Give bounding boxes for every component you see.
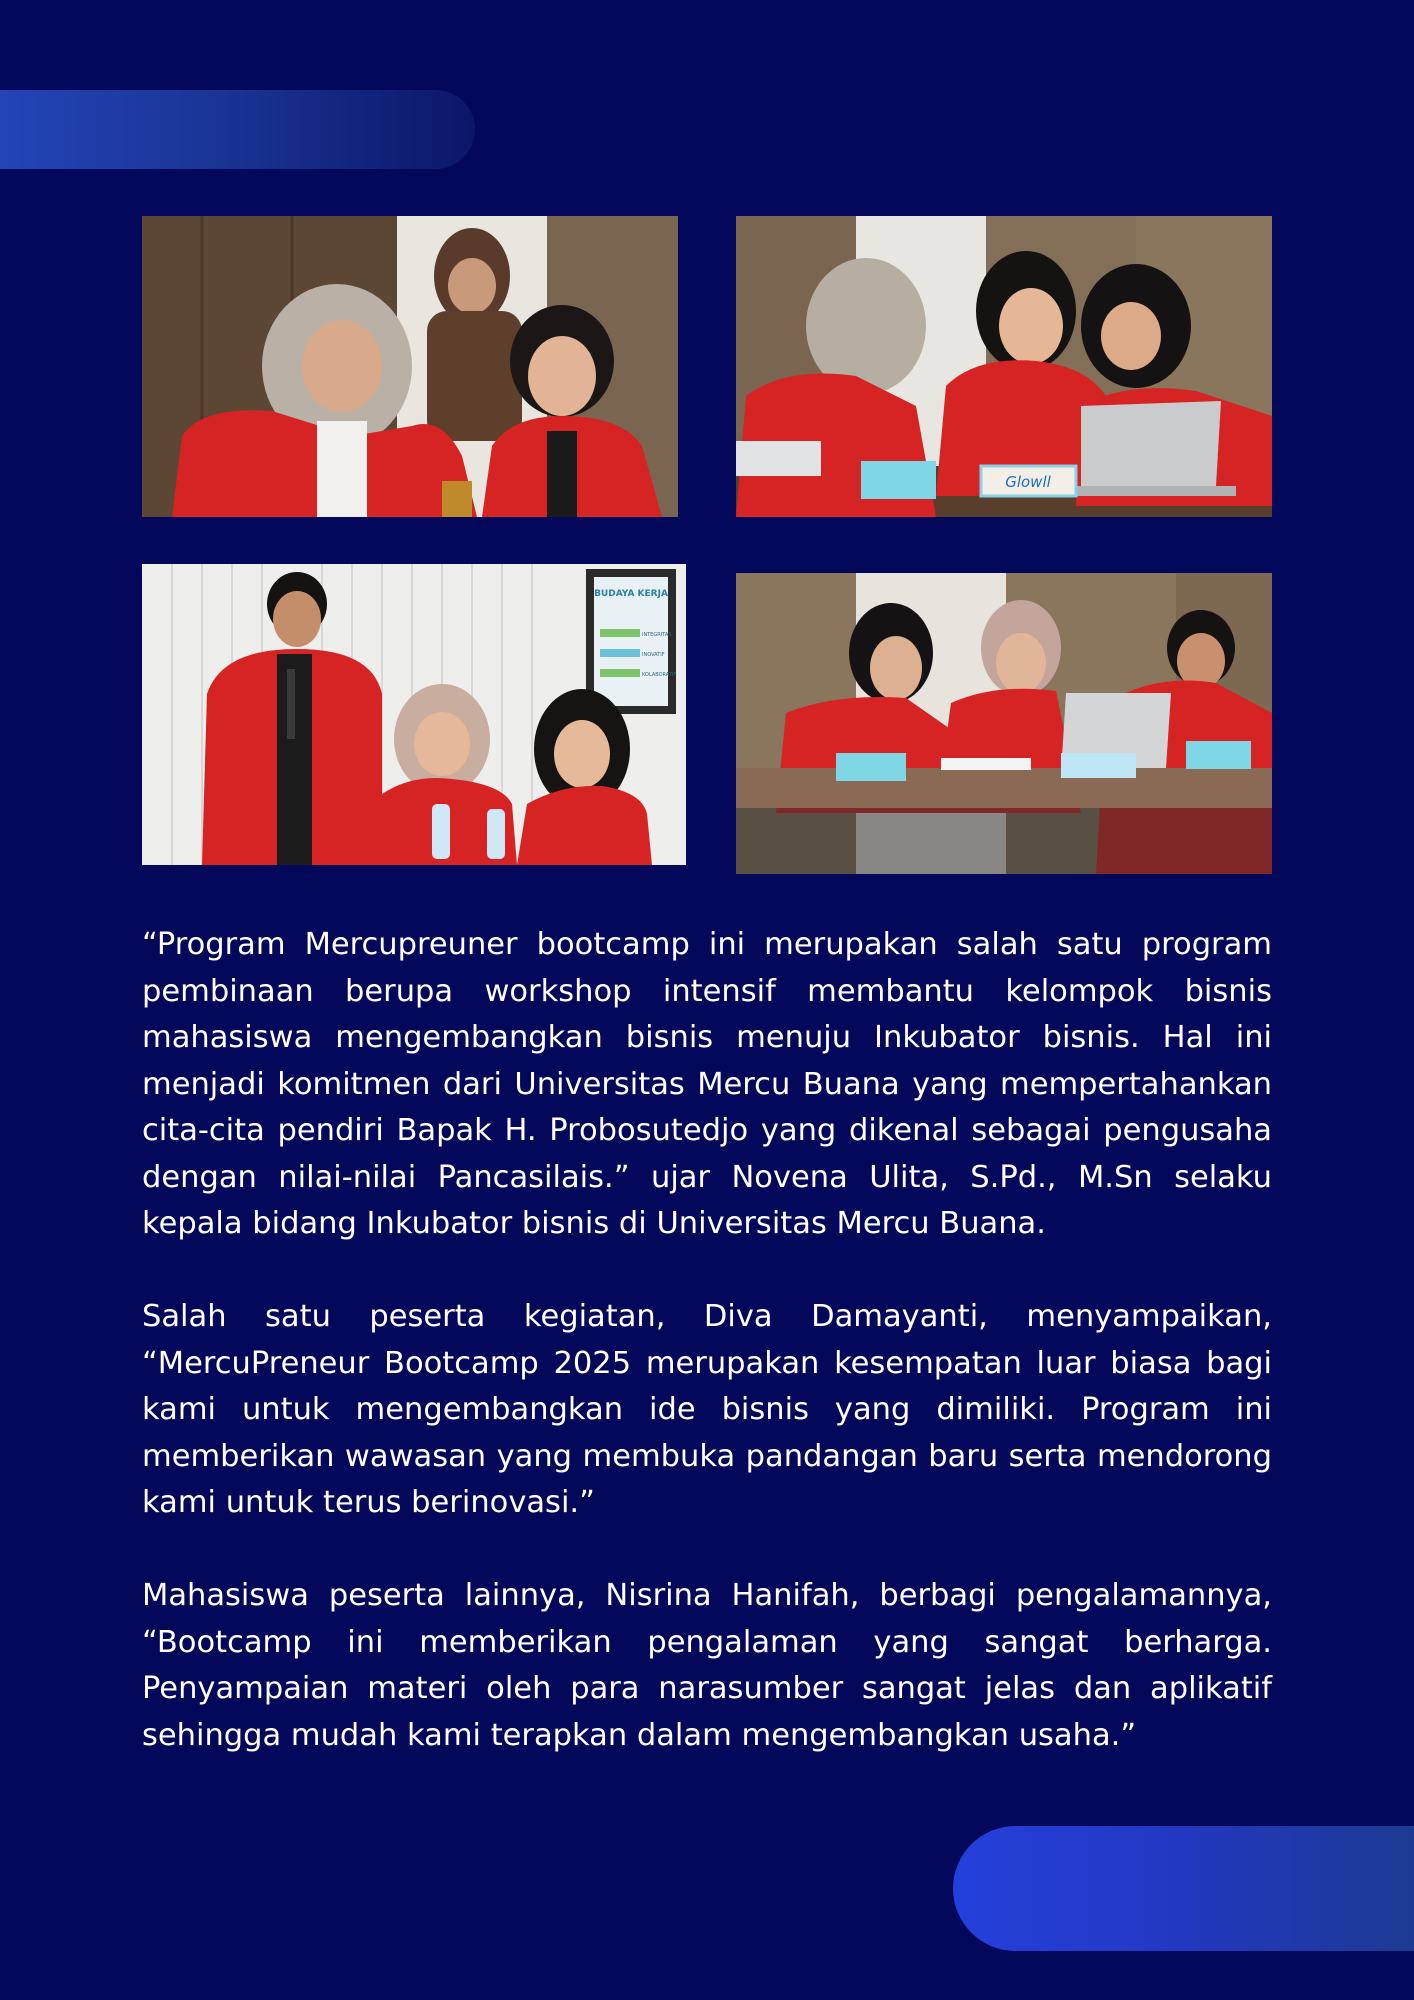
photo-student-speaking <box>142 564 686 865</box>
photo-students-table <box>736 573 1272 874</box>
photo-icon <box>736 573 1272 874</box>
photo-students-laptop <box>736 216 1272 517</box>
poster-item: INOVATIF <box>642 652 665 658</box>
poster-title: BUDAYA KERJA <box>594 589 668 599</box>
photo-icon <box>142 216 678 517</box>
article-paragraph: “Program Mercupreuner bootcamp ini merupakan salah satu program pembinaan berupa workshop intensif membantu kelompok bisnis mahasiswa mengembangkan bisnis menuju Inkubator bisnis. Hal ini menjadi komitmen dari Universitas Mercu Buana yang mempertahankan cita-cita pendiri Bapak H. Probosutedjo yang dikenal sebagai pengusaha dengan nilai-nilai Pancasilais.” ujar Novena Ulita, S.Pd., M.Sn selaku kepala bidang Inkubator bisnis di Universitas Mercu Buana. <box>142 927 1272 1241</box>
photo-students-seated <box>142 216 678 517</box>
decorative-bottom-bar <box>953 1826 1414 1951</box>
poster-item: KOLABORATIF <box>642 672 677 678</box>
poster-item: INTEGRITAS <box>642 632 672 638</box>
name-card-label: Glowll <box>1005 473 1051 491</box>
article-paragraph: Salah satu peserta kegiatan, Diva Damayanti, menyampaikan, “MercuPreneur Bootcamp 2025 merupakan kesempatan luar biasa bagi kami untuk mengembangkan ide bisnis yang dimiliki. Program ini memberikan wawasan yang membuka pandangan baru serta mendorong kami untuk terus berinovasi.” <box>142 1299 1272 1520</box>
article-body <box>142 922 1272 1759</box>
photo-icon <box>142 564 686 865</box>
decorative-top-bar <box>0 90 475 169</box>
photo-icon <box>736 216 1272 517</box>
article-paragraph: Mahasiswa peserta lainnya, Nisrina Hanifah, berbagi pengalamannya, “Bootcamp ini memberikan pengalaman yang sangat berharga. Penyampaian materi oleh para narasumber sangat jelas dan aplikatif sehingga mudah kami terapkan dalam mengembangkan usaha.” <box>142 1578 1272 1753</box>
